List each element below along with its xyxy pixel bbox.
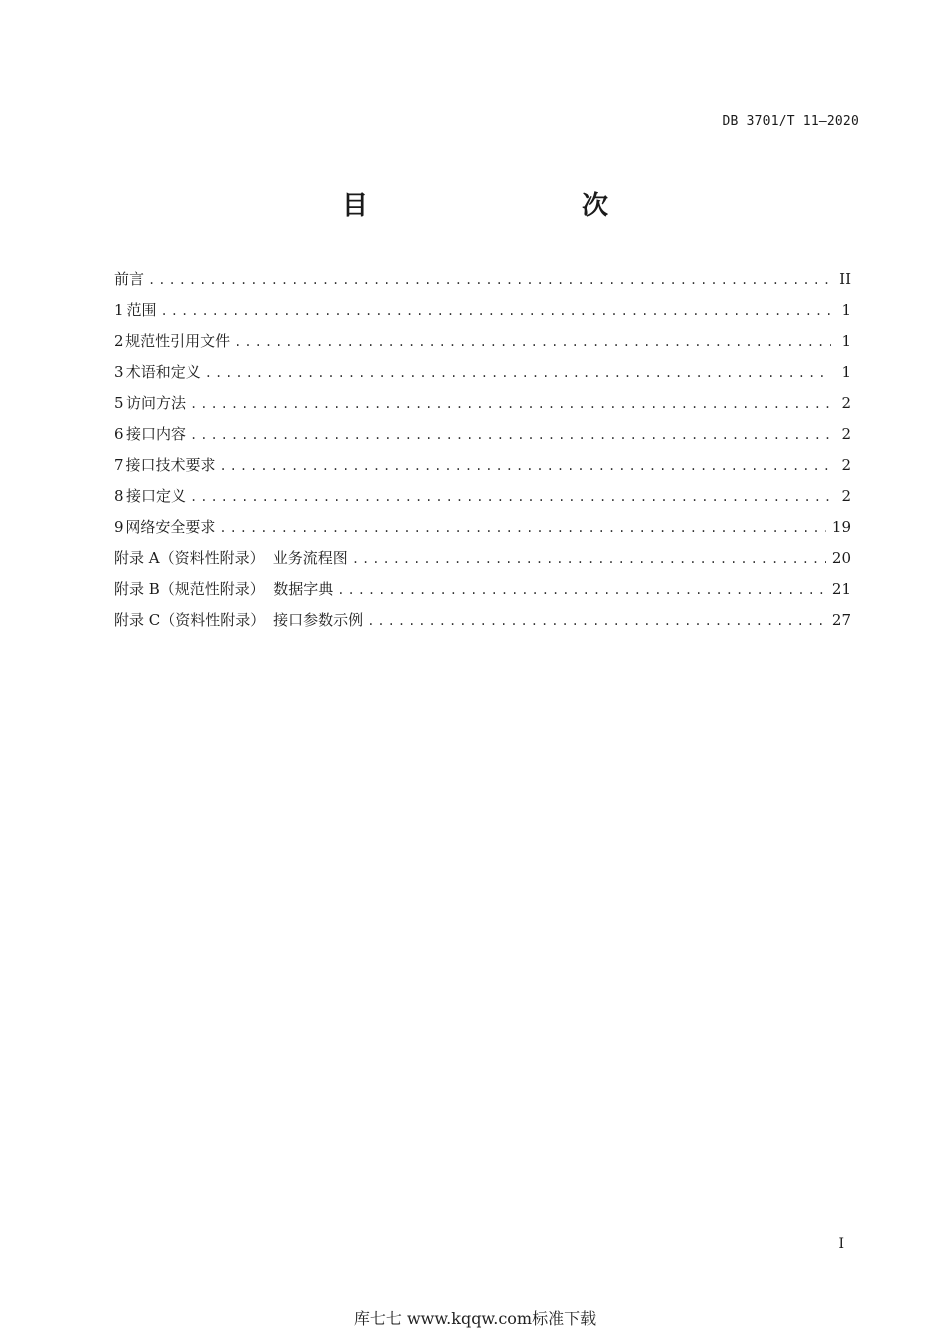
toc-entry-page: 1 <box>841 363 851 381</box>
toc-leader-dots <box>190 389 831 420</box>
toc-entry-scope[interactable] <box>114 295 851 326</box>
toc-entry-page: 1 <box>841 332 851 350</box>
toc-entry-number: 2 <box>114 332 124 350</box>
toc-entry-title: 接口内容 <box>125 425 186 443</box>
toc-leader-dots <box>190 482 831 513</box>
toc-entry-appendix-a[interactable] <box>114 543 851 574</box>
toc-entry-title: 接口技术要求 <box>125 456 216 474</box>
toc-entry-title: 规范性引用文件 <box>125 332 231 350</box>
toc-entry-title: 访问方法 <box>125 394 186 412</box>
toc-entry-page: 2 <box>841 394 851 412</box>
page-number: I <box>838 1236 844 1252</box>
toc-entry-number: 8 <box>114 487 124 505</box>
toc-entry-title: 范围 <box>126 301 157 319</box>
toc-leader-dots <box>205 358 831 389</box>
toc-entry-number: 9 <box>114 518 124 536</box>
toc-entry-page: 1 <box>841 301 851 319</box>
toc-entry-page: 2 <box>841 425 851 443</box>
toc-entry-normative-references[interactable] <box>114 326 851 357</box>
toc-entry-terms-definitions[interactable] <box>114 357 851 388</box>
toc-leader-dots <box>367 606 826 637</box>
toc-entry-page: II <box>839 270 851 288</box>
toc-entry-interface-definition[interactable] <box>114 481 851 512</box>
toc-entry-title: 附录 A（资料性附录） <box>114 549 265 567</box>
toc-leader-dots <box>190 420 831 451</box>
standard-code: DB 3701/T 11—2020 <box>722 114 859 129</box>
toc-entry-title: 附录 B（规范性附录） <box>114 580 265 598</box>
toc-entry-number: 5 <box>114 394 124 412</box>
toc-entry-title: 前言 <box>114 270 145 288</box>
page-title: 目 次 <box>341 191 662 221</box>
toc-entry-subtitle: 业务流程图 <box>272 549 348 567</box>
toc-entry-access-method[interactable] <box>114 388 851 419</box>
toc-entry-appendix-b[interactable] <box>114 574 851 605</box>
toc-entry-page: 2 <box>841 456 851 474</box>
toc-entry-title: 网络安全要求 <box>125 518 216 536</box>
toc-entry-page: 2 <box>841 487 851 505</box>
toc-entry-page: 20 <box>831 549 851 567</box>
watermark-text: 库七七 www.kqqw.com标准下载 <box>353 1309 597 1328</box>
toc-leader-dots <box>219 513 826 544</box>
toc-entry-appendix-c[interactable] <box>114 605 851 636</box>
toc-leader-dots <box>234 327 831 358</box>
toc-entry-interface-tech-requirements[interactable] <box>114 450 851 481</box>
toc-entry-title: 接口定义 <box>125 487 186 505</box>
toc-entry-number: 3 <box>114 363 124 381</box>
table-of-contents <box>114 264 851 636</box>
toc-entry-number: 1 <box>114 301 124 319</box>
toc-entry-page: 19 <box>831 518 851 536</box>
toc-leader-dots <box>161 296 831 327</box>
toc-entry-title: 附录 C（资料性附录） <box>114 611 266 629</box>
toc-leader-dots <box>352 544 826 575</box>
toc-entry-number: 6 <box>114 425 124 443</box>
toc-leader-dots <box>337 575 826 606</box>
toc-entry-subtitle: 接口参数示例 <box>273 611 364 629</box>
toc-entry-network-security[interactable] <box>114 512 851 543</box>
toc-leader-dots <box>219 451 831 482</box>
toc-entry-title: 术语和定义 <box>125 363 201 381</box>
toc-entry-page: 27 <box>831 611 851 629</box>
toc-leader-dots <box>148 265 831 296</box>
toc-entry-number: 7 <box>114 456 124 474</box>
toc-entry-foreword[interactable] <box>114 264 851 295</box>
toc-entry-page: 21 <box>831 580 851 598</box>
toc-entry-interface-content[interactable] <box>114 419 851 450</box>
toc-entry-subtitle: 数据字典 <box>273 580 334 598</box>
